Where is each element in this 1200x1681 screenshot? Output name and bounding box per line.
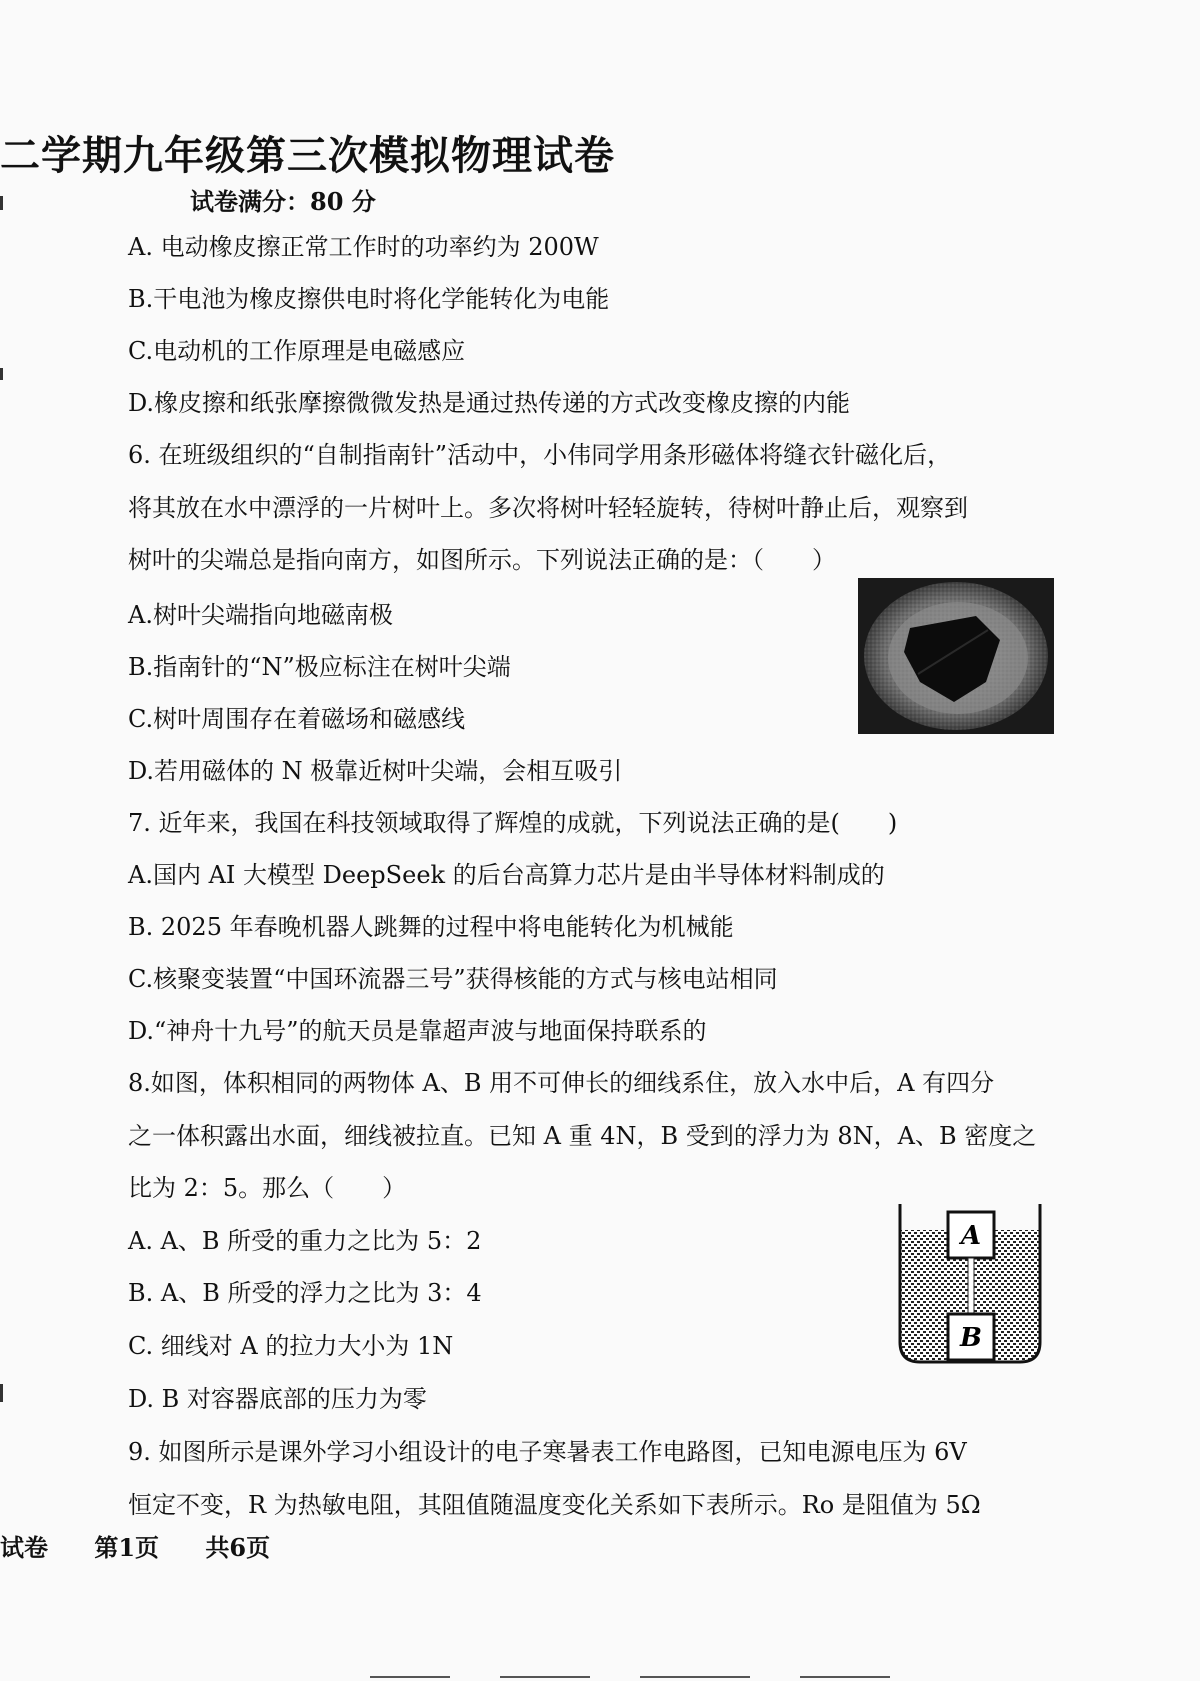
q9-stem-line-2: 恒定不变，R 为热敏电阻，其阻值随温度变化关系如下表所示。Ro 是阻值为 5Ω — [128, 1491, 981, 1519]
leaf-compass-photo — [858, 578, 1054, 734]
q6-option-a: A.树叶尖端指向地磁南极 — [128, 601, 393, 629]
scan-artifact-line — [640, 1676, 750, 1678]
q7-option-d: D.“神舟十九号”的航天员是靠超声波与地面保持联系的 — [128, 1017, 707, 1045]
q5-option-d: D.橡皮擦和纸张摩擦微微发热是通过热传递的方式改变橡皮擦的内能 — [128, 389, 851, 417]
footer-total-pages: 共6页 — [205, 1533, 271, 1562]
footer-page-number: 第1页 — [94, 1533, 160, 1562]
q7-option-c: C.核聚变装置“中国环流器三号”获得核能的方式与核电站相同 — [128, 965, 778, 993]
q6-option-c: C.树叶周围存在着磁场和磁感线 — [128, 705, 466, 733]
scan-artifact-line — [500, 1676, 590, 1678]
q5-option-b: B.干电池为橡皮擦供电时将化学能转化为电能 — [128, 285, 610, 313]
scan-artifact-line — [370, 1676, 450, 1678]
page-title: 二学期九年级第三次模拟物理试卷 — [0, 132, 615, 179]
q6-stem-line-2: 将其放在水中漂浮的一片树叶上。多次将树叶轻轻旋转，待树叶静止后，观察到 — [128, 494, 968, 522]
q6-stem-line-1: 6. 在班级组织的“自制指南针”活动中，小伟同学用条形磁体将缝衣针磁化后， — [128, 441, 952, 469]
full-score: 试卷满分：80 分 — [190, 187, 376, 216]
q7-option-a: A.国内 AI 大模型 DeepSeek 的后台高算力芯片是由半导体材料制成的 — [128, 861, 885, 889]
q5-option-a: A. 电动橡皮擦正常工作时的功率约为 200W — [128, 233, 599, 261]
buoyancy-figure — [890, 1196, 1050, 1368]
q6-option-b: B.指南针的“N”极应标注在树叶尖端 — [128, 653, 511, 681]
q8-option-b: B. A、B 所受的浮力之比为 3：4 — [128, 1279, 482, 1307]
q5-option-c: C.电动机的工作原理是电磁感应 — [128, 337, 466, 365]
scan-edge-mark — [0, 368, 3, 380]
block-a-label: A — [960, 1221, 982, 1251]
q6-option-d: D.若用磁体的 N 极靠近树叶尖端，会相互吸引 — [128, 757, 623, 785]
block-b-label: B — [960, 1323, 982, 1353]
q8-option-d: D. B 对容器底部的压力为零 — [128, 1385, 427, 1413]
scan-edge-mark — [0, 196, 3, 210]
page-footer — [0, 1528, 308, 1563]
q8-stem-line-3: 比为 2：5。那么（ ） — [128, 1174, 407, 1202]
scan-edge-mark — [0, 1384, 3, 1402]
q8-option-c: C. 细线对 A 的拉力大小为 1N — [128, 1332, 454, 1360]
footer-label: 试卷 — [0, 1533, 48, 1562]
q7-option-b: B. 2025 年春晚机器人跳舞的过程中将电能转化为机械能 — [128, 913, 734, 941]
q6-stem-line-3: 树叶的尖端总是指向南方，如图所示。下列说法正确的是：（ ） — [128, 546, 836, 574]
q7-stem: 7. 近年来，我国在科技领域取得了辉煌的成就，下列说法正确的是( ) — [128, 809, 898, 837]
q8-option-a: A. A、B 所受的重力之比为 5：2 — [128, 1227, 482, 1255]
q8-stem-line-2: 之一体积露出水面，细线被拉直。已知 A 重 4N，B 受到的浮力为 8N，A、B 密度之 — [128, 1122, 1037, 1150]
q9-stem-line-1: 9. 如图所示是课外学习小组设计的电子寒暑表工作电路图，已知电源电压为 6V — [128, 1438, 967, 1466]
q8-stem-line-1: 8.如图，体积相同的两物体 A、B 用不可伸长的细线系住，放入水中后，A 有四分 — [128, 1069, 995, 1097]
scan-artifact-line — [800, 1676, 890, 1678]
